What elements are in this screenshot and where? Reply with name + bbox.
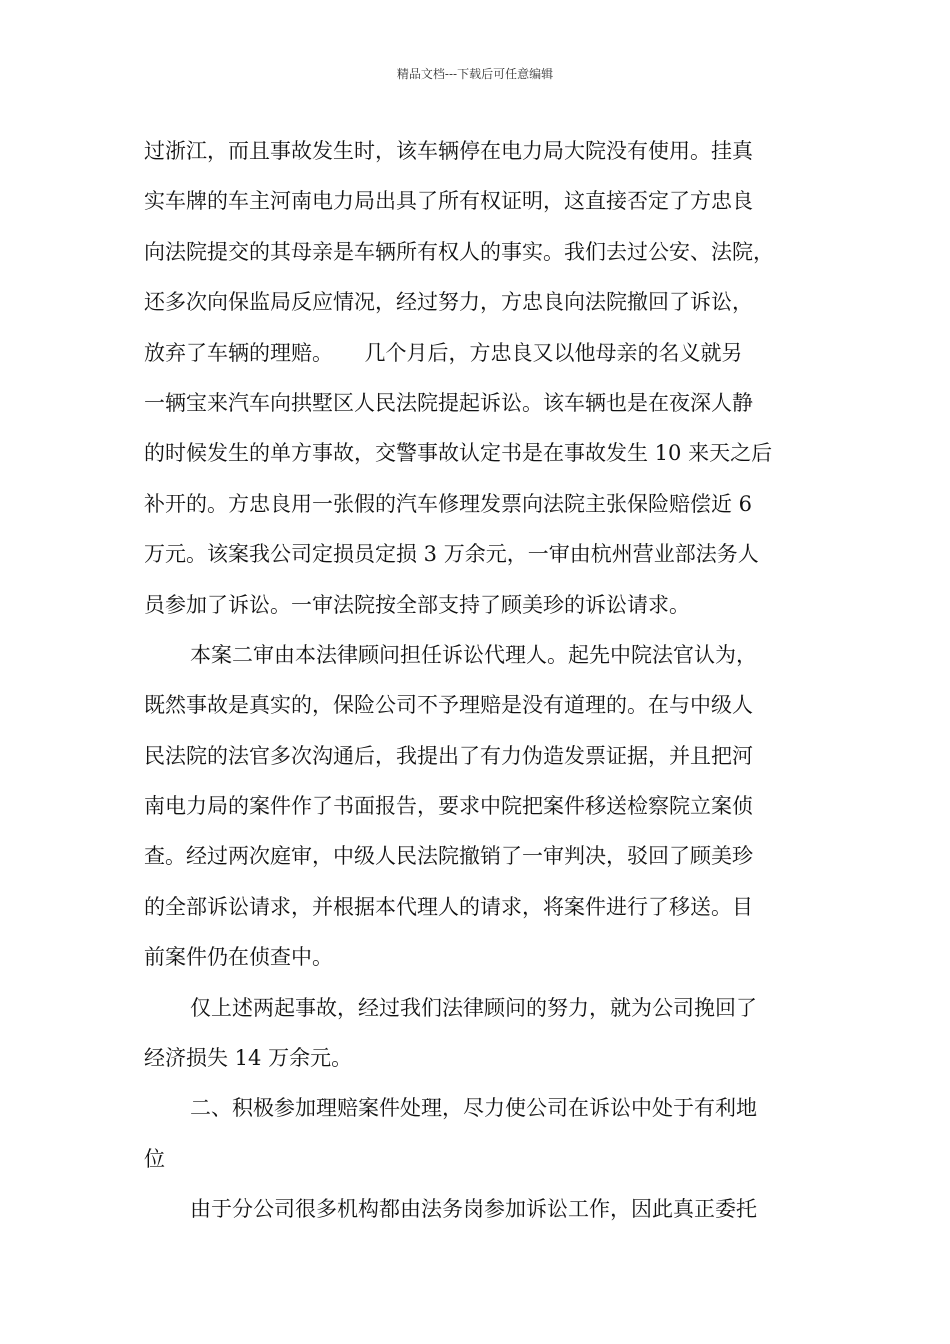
text-line: 向法院提交的其母亲是车辆所有权人的事实。我们去过公安、法院， (144, 239, 774, 264)
text-line: 既然事故是真实的，保险公司不予理赔是没有道理的。在与中级人 (144, 693, 753, 718)
page-header: 精品文档---下载后可任意编辑 (396, 67, 554, 81)
text-line: 民法院的法官多次沟通后，我提出了有力伪造发票证据，并且把河 (144, 743, 753, 768)
text-line: 还多次向保监局反应情况，经过努力，方忠良向法院撤回了诉讼， (144, 290, 753, 315)
text-line: 放弃了车辆的理赔。 几个月后，方忠良又以他母亲的名义就另 (144, 340, 743, 365)
paragraph-start-line: 由于分公司很多机构都由法务岗参加诉讼工作，因此真正委托 (190, 1197, 757, 1222)
text-line: 的时候发生的单方事故，交警事故认定书是在事故发生 10 来天之后 (144, 441, 773, 466)
text-line: 的全部诉讼请求，并根据本代理人的请求，将案件进行了移送。目 (144, 894, 753, 919)
text-line: 查。经过两次庭审，中级人民法院撤销了一审判决，驳回了顾美珍 (144, 844, 753, 869)
text-line: 补开的。方忠良用一张假的汽车修理发票向法院主张保险赔偿近 6 (144, 491, 753, 516)
text-line: 一辆宝来汽车向拱墅区人民法院提起诉讼。该车辆也是在夜深人静 (144, 390, 753, 415)
text-line: 经济损失 14 万余元。 (144, 1046, 353, 1071)
paragraph-start-line: 本案二审由本法律顾问担任诉讼代理人。起先中院法官认为， (190, 642, 757, 667)
text-line: 员参加了诉讼。一审法院按全部支持了顾美珍的诉讼请求。 (144, 592, 690, 617)
paragraph-start-line: 仅上述两起事故，经过我们法律顾问的努力，就为公司挽回了 (190, 995, 757, 1020)
text-line: 南电力局的案件作了书面报告，要求中院把案件移送检察院立案侦 (144, 794, 753, 819)
text-line: 过浙江，而且事故发生时，该车辆停在电力局大院没有使用。挂真 (144, 139, 753, 163)
section-heading-line: 二、积极参加理赔案件处理，尽力使公司在诉讼中处于有利地 (190, 1096, 757, 1121)
text-line: 实车牌的车主河南电力局出具了所有权证明，这直接否定了方忠良 (144, 189, 753, 214)
text-line: 万元。该案我公司定损员定损 3 万余元，一审由杭州营业部法务人 (144, 542, 759, 567)
text-line: 前案件仍在侦查中。 (144, 945, 333, 970)
document-body (144, 126, 824, 1235)
section-heading-line: 位 (144, 1146, 165, 1171)
